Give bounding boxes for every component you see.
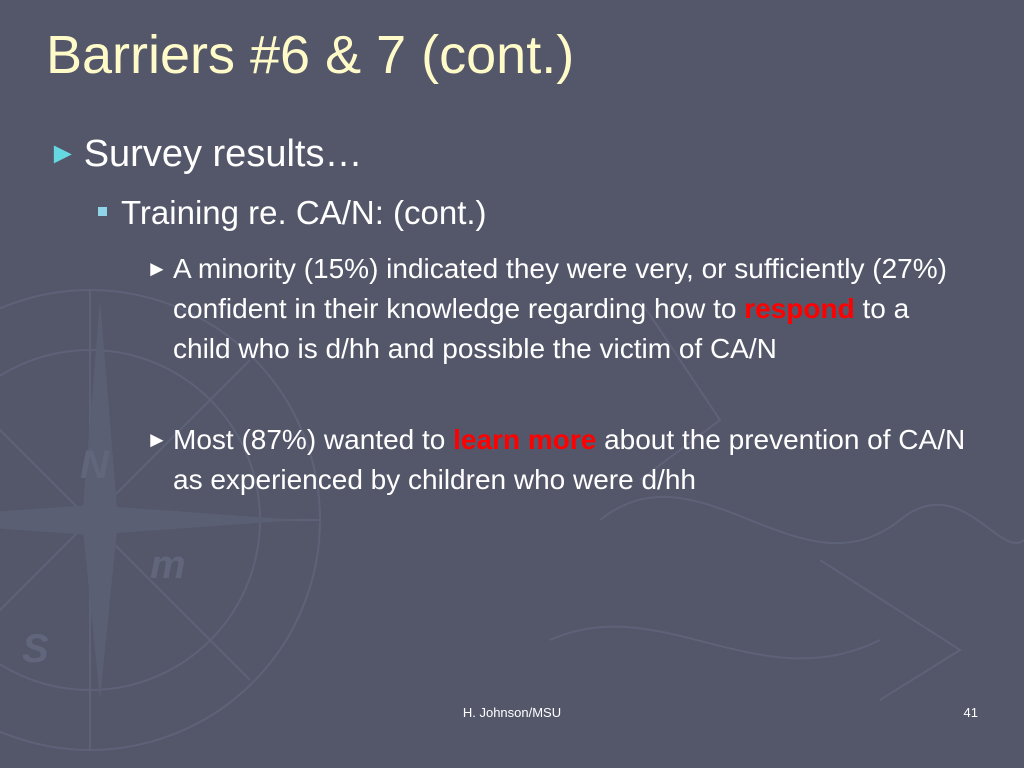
svg-text:S: S bbox=[22, 627, 49, 671]
bullet-survey-results-text: Survey results… bbox=[83, 133, 363, 175]
point-text-after: to a child who is d/hh and possible the victim of CA/N bbox=[173, 293, 910, 364]
point-learn-more bbox=[146, 420, 966, 500]
point-learn-more-text bbox=[173, 420, 966, 500]
slide-title: Barriers #6 & 7 (cont.) bbox=[46, 25, 575, 85]
bullet-survey-results bbox=[48, 133, 362, 176]
point-minority-confidence-text bbox=[173, 249, 966, 369]
triangle-right-icon: ► bbox=[48, 137, 78, 170]
highlight-respond: respond bbox=[744, 293, 855, 324]
point-text-after: about the prevention of CA/N as experienced by children who were d/hh bbox=[173, 424, 966, 495]
page-number: 41 bbox=[963, 705, 978, 720]
bullet-training-text: Training re. CA/N: (cont.) bbox=[121, 194, 487, 231]
svg-text:N: N bbox=[80, 443, 109, 487]
triangle-right-icon: ► bbox=[146, 427, 168, 452]
point-minority-confidence bbox=[146, 249, 966, 369]
triangle-right-icon: ► bbox=[146, 256, 168, 281]
highlight-learn-more: learn more bbox=[453, 424, 597, 455]
footer-author: H. Johnson/MSU bbox=[462, 705, 562, 720]
square-bullet-icon bbox=[98, 207, 107, 216]
point-text-before: A minority (15%) indicated they were very, or sufficiently (27%) confident in their knowledge regarding how to bbox=[173, 253, 947, 324]
svg-text:m: m bbox=[150, 543, 186, 587]
bullet-training bbox=[98, 194, 487, 232]
point-text-before: Most (87%) wanted to bbox=[173, 424, 454, 455]
